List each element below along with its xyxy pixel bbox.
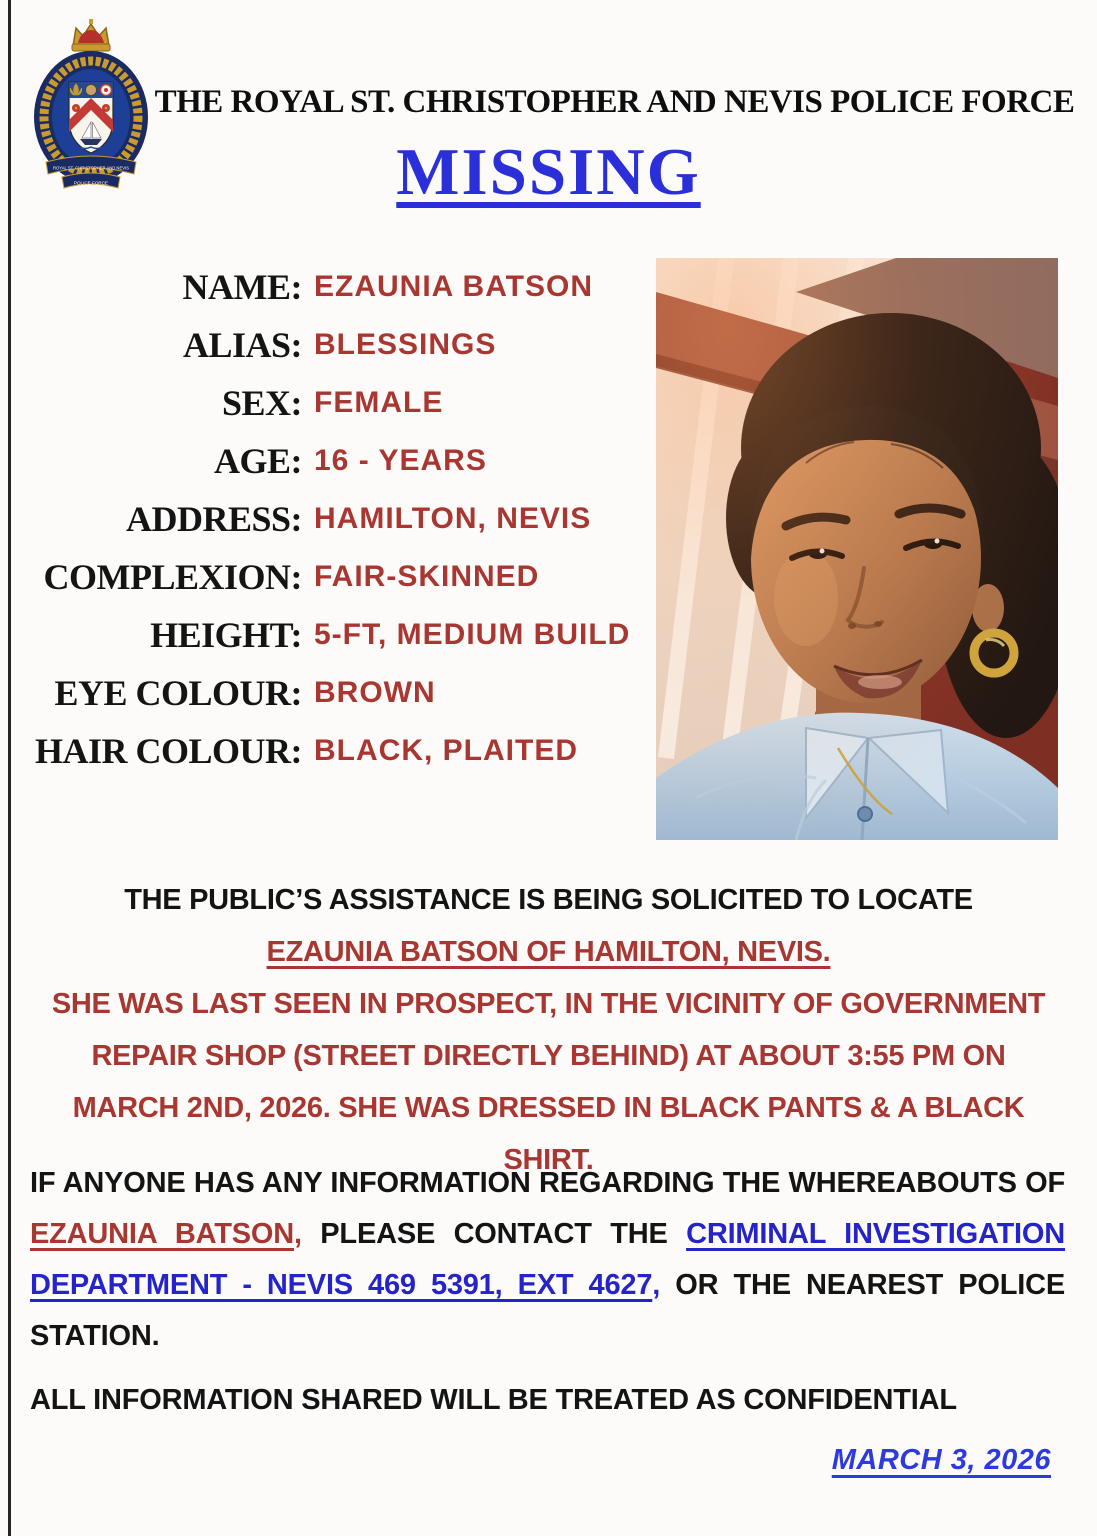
ribbon-text-1: ROYAL ST. CHRISTOPHER AND NEVIS — [52, 165, 130, 171]
detail-label-height: HEIGHT: — [150, 615, 302, 655]
detail-label-sex: SEX: — [221, 383, 302, 423]
detail-value-complexion: FAIR-SKINNED — [314, 560, 540, 593]
detail-value-height: 5-FT, MEDIUM BUILD — [314, 618, 631, 651]
detail-value-address: HAMILTON, NEVIS — [314, 502, 592, 535]
org-title: THE ROYAL ST. CHRISTOPHER AND NEVIS POLICE FORCE — [154, 84, 1075, 120]
detail-value-eye-colour: BROWN — [314, 676, 436, 709]
detail-label-hair-colour: HAIR COLOUR: — [34, 731, 302, 771]
missing-person-photo — [656, 258, 1058, 840]
assist-line-black: THE PUBLIC’S ASSISTANCE IS BEING SOLICITED TO LOCATE — [124, 884, 973, 916]
missing-heading: MISSING — [396, 135, 701, 209]
ribbon-text-2: POLICE FORCE — [73, 180, 109, 186]
missing-person-name: EZAUNIA BATSON — [30, 1218, 294, 1250]
info-text-3: OR THE NEAREST POLICE STATION. — [30, 1269, 1066, 1352]
details-table — [28, 258, 656, 780]
cid-contact-link: CRIMINAL INVESTIGATION DEPARTMENT - NEVIS 469 5391, EXT 4627 — [30, 1218, 1066, 1301]
detail-label-age: AGE: — [214, 441, 302, 481]
info-text-1: IF ANYONE HAS ANY INFORMATION REGARDING THE WHEREABOUTS OF — [30, 1167, 1065, 1199]
detail-value-sex: FEMALE — [314, 386, 444, 419]
detail-label-alias: ALIAS: — [182, 325, 302, 365]
detail-label-complexion: COMPLEXION: — [43, 557, 302, 597]
detail-value-age: 16 - YEARS — [314, 444, 487, 477]
detail-value-name: EZAUNIA BATSON — [314, 270, 593, 303]
detail-value-hair-colour: BLACK, PLAITED — [314, 734, 578, 767]
detail-value-alias: BLESSINGS — [314, 328, 497, 361]
last-seen-text: SHE WAS LAST SEEN IN PROSPECT, IN THE VICINITY OF GOVERNMENT REPAIR SHOP (STREET DIRECTLY BEHIND) AT ABOUT 3:55 PM ON MARCH 2ND, 2026. SHE WAS DRESSED IN BLACK PANTS & A BLACK SHIRT. — [51, 988, 1046, 1176]
contact-paragraph: IF ANYONE HAS ANY INFORMATION REGARDING THE WHEREABOUTS OF EZAUNIA BATSON, PLEASE CONTACT THE CRIMINAL INVESTIGATION DEPARTMENT - NEVIS 469 5391, EXT 4627, OR THE NEAREST POLICE STATION. — [30, 1167, 1066, 1352]
assistance-paragraph — [40, 874, 1057, 1186]
missing-heading-wrap — [0, 134, 1097, 211]
crown-icon — [72, 19, 110, 51]
info-text-2: PLEASE CONTACT THE — [301, 1218, 687, 1250]
detail-label-address: ADDRESS: — [125, 499, 302, 539]
left-edge-line — [8, 0, 11, 1536]
assist-line-name: EZAUNIA BATSON OF HAMILTON, NEVIS. — [266, 936, 831, 968]
detail-label-eye-colour: EYE COLOUR: — [54, 673, 302, 713]
poster-date: MARCH 3, 2026 — [831, 1444, 1051, 1476]
confidential-note: ALL INFORMATION SHARED WILL BE TREATED AS CONFIDENTIAL — [30, 1384, 957, 1416]
detail-label-name: NAME: — [182, 267, 302, 307]
